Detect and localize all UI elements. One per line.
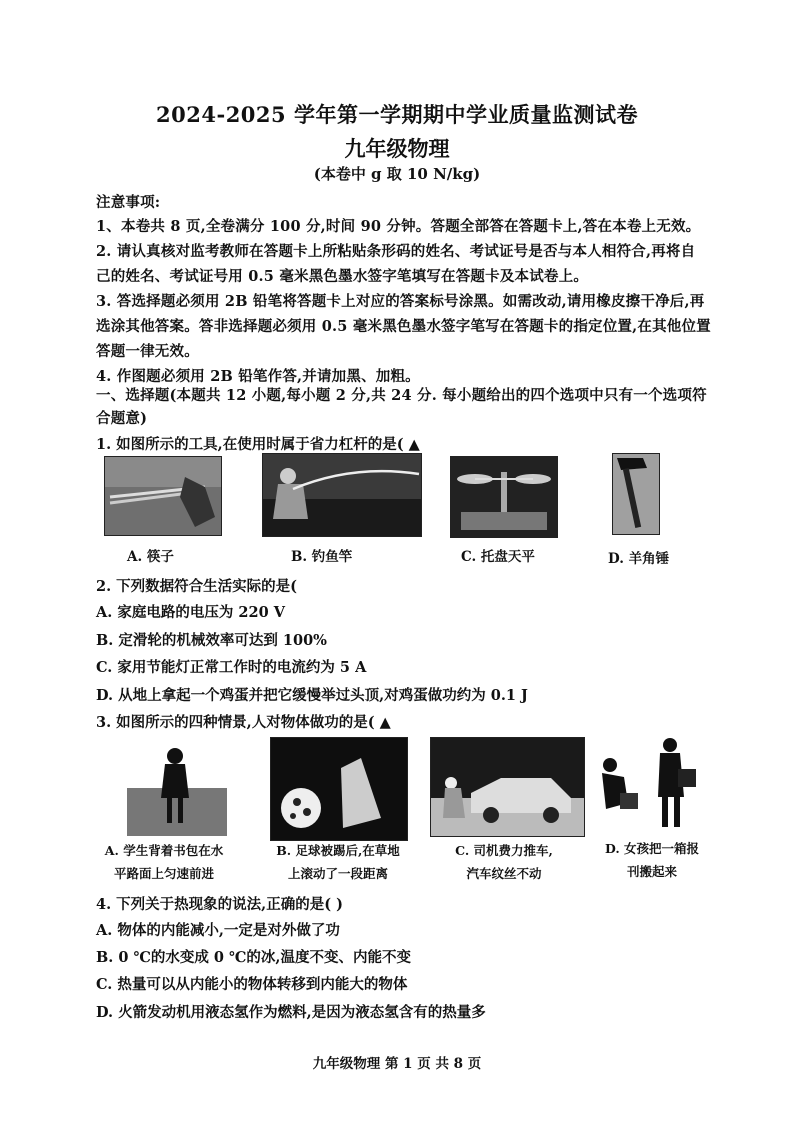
question-4-option-b: B. 0 ℃的水变成 0 ℃的冰,温度不变、内能不变 [96,949,411,966]
question-3-option-d [596,837,708,883]
question-3-option-a [94,839,234,885]
football-kick-image [270,737,408,841]
exam-note: (本卷中 g 取 10 N/kg) [313,165,481,183]
question-1-option-a: A. 筷子 [127,549,174,565]
question-1-option-c: C. 托盘天平 [461,549,535,565]
question-1-stem: 1. 如图所示的工具,在使用时属于省力杠杆的是( ▲ [96,436,420,453]
question-4-stem: 4. 下列关于热现象的说法,正确的是( ) [96,896,344,913]
question-2-stem: 2. 下列数据符合生活实际的是( [96,578,298,595]
question-2-option-d: D. 从地上拿起一个鸡蛋并把它缓慢举过头顶,对鸡蛋做功约为 0.1 J [96,687,528,704]
balance-scale-image [450,456,558,538]
question-4-option-c: C. 热量可以从内能小的物体转移到内能大的物体 [96,976,408,993]
exam-subject: 九年级物理 [344,136,450,161]
notice-heading: 注意事项: [96,194,161,211]
notice-line: 己的姓名、考试证号用 0.5 毫米黑色墨水签字笔填写在答题卡及本试卷上。 [96,268,589,285]
chopsticks-image [104,456,222,536]
option-b-line1: B. 足球被踢后,在草地 [276,843,400,858]
question-3-stem: 3. 如图所示的四种情景,人对物体做功的是( ▲ [96,714,391,731]
fishing-rod-image [262,453,422,537]
push-car-image [430,737,585,837]
notice-line: 2. 请认真核对监考教师在答题卡上所粘贴条形码的姓名、考试证号是否与本人相符合,再将自 [96,243,696,260]
section-heading-cont: 合题意) [96,410,148,427]
question-2-option-a: A. 家庭电路的电压为 220 V [96,604,285,621]
question-2-option-c: C. 家用节能灯正常工作时的电流约为 5 A [96,659,367,676]
lift-box-image [598,737,698,833]
option-a-line1: A. 学生背着书包在水 [104,843,224,858]
claw-hammer-image [612,453,660,535]
option-c-line1: C. 司机费力推车, [455,843,553,858]
option-b-line2: 上滚动了一段距离 [287,866,388,881]
exam-title: 2024-2025 学年第一学期期中学业质量监测试卷 [156,102,638,127]
question-1-option-d: D. 羊角锤 [608,551,670,567]
page-footer: 九年级物理 第 1 页 共 8 页 [312,1056,482,1072]
option-d-line1: D. 女孩把一箱报 [604,841,700,856]
notice-line: 3. 答选择题必须用 2B 铅笔将答题卡上对应的答案标号涂黑。如需改动,请用橡皮擦干净后,再 [96,293,705,310]
notice-line: 答题一律无效。 [96,343,199,360]
notice-line: 4. 作图题必须用 2B 铅笔作答,并请加黑、加粗。 [96,368,420,385]
section-heading: 一、选择题(本题共 12 小题,每小题 2 分,共 24 分. 每小题给出的四个选项中只有一个选项符 [96,387,707,404]
option-c-line2: 汽车纹丝不动 [466,866,542,881]
question-2-option-b: B. 定滑轮的机械效率可达到 100% [96,632,327,649]
notice-line: 选涂其他答案。答非选择题必须用 0.5 毫米黑色墨水签字笔写在答题卡的指定位置,在其他位置 [96,318,711,335]
question-4-option-a: A. 物体的内能减小,一定是对外做了功 [96,922,340,939]
student-backpack-image [127,738,227,836]
question-1-option-b: B. 钓鱼竿 [291,549,353,565]
question-3-option-b [268,839,408,885]
option-d-line2: 刊搬起来 [626,864,677,879]
notice-line: 1、本卷共 8 页,全卷满分 100 分,时间 90 分钟。答题全部答在答题卡上,答在本卷上无效。 [96,218,701,235]
question-3-option-c [444,839,564,885]
question-4-option-d: D. 火箭发动机用液态氢作为燃料,是因为液态氢含有的热量多 [96,1004,486,1021]
option-a-line2: 平路面上匀速前进 [113,866,214,881]
